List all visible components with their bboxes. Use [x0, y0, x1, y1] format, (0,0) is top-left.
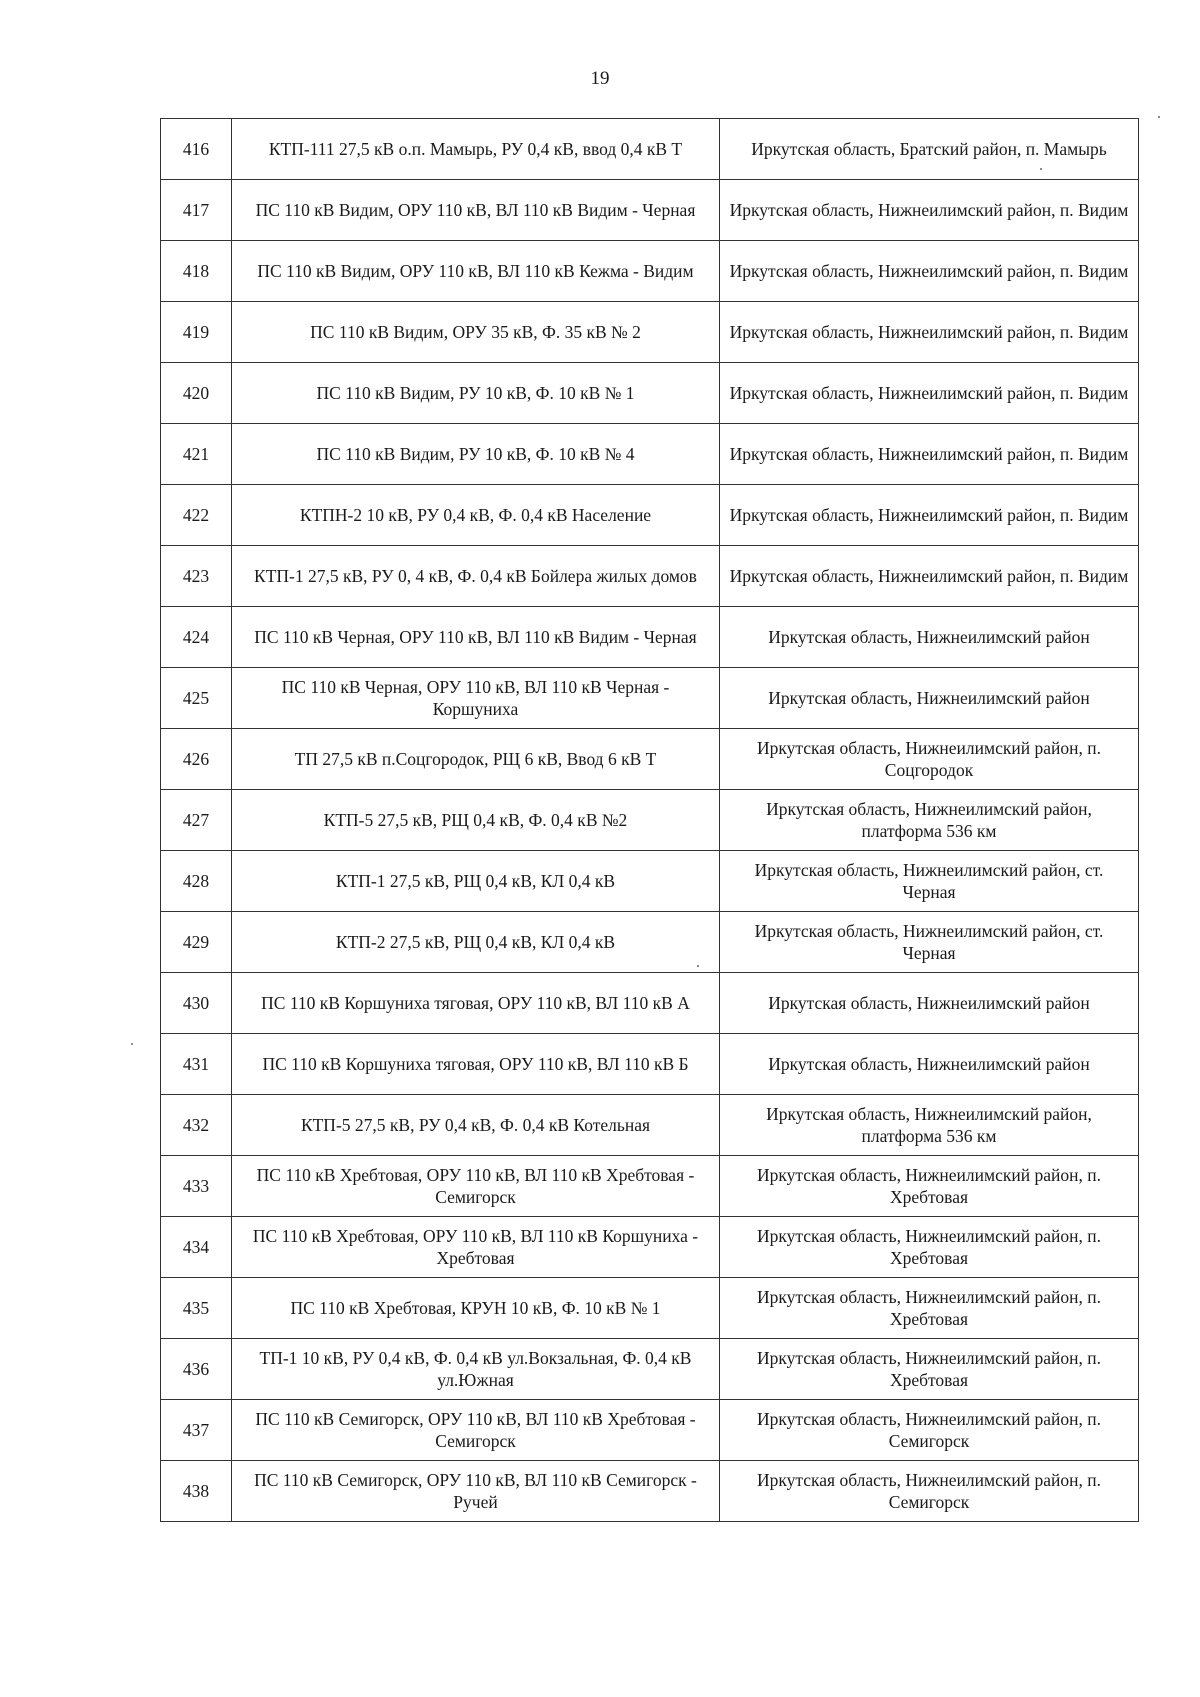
object-name: КТП-1 27,5 кВ, РЩ 0,4 кВ, КЛ 0,4 кВ [232, 851, 720, 912]
object-location: Иркутская область, Нижнеилимский район, п. Видим [720, 363, 1139, 424]
table-row [161, 363, 1139, 424]
table-row [161, 546, 1139, 607]
object-name: КТП-5 27,5 кВ, РЩ 0,4 кВ, Ф. 0,4 кВ №2 [232, 790, 720, 851]
object-name: ПС 110 кВ Хребтовая, ОРУ 110 кВ, ВЛ 110 кВ Хребтовая - Семигорск [232, 1156, 720, 1217]
row-number: 425 [161, 668, 232, 729]
object-name: ПС 110 кВ Черная, ОРУ 110 кВ, ВЛ 110 кВ Видим - Черная [232, 607, 720, 668]
table-row [161, 607, 1139, 668]
object-name: ТП 27,5 кВ п.Соцгородок, РЩ 6 кВ, Ввод 6 кВ Т [232, 729, 720, 790]
object-location: Иркутская область, Нижнеилимский район, ст. Черная [720, 912, 1139, 973]
row-number: 430 [161, 973, 232, 1034]
object-location: Иркутская область, Нижнеилимский район [720, 973, 1139, 1034]
registry-table-body [161, 119, 1139, 1522]
object-name: КТП-2 27,5 кВ, РЩ 0,4 кВ, КЛ 0,4 кВ [232, 912, 720, 973]
object-name: ПС 110 кВ Семигорск, ОРУ 110 кВ, ВЛ 110 кВ Семигорск - Ручей [232, 1461, 720, 1522]
row-number: 435 [161, 1278, 232, 1339]
object-name: ПС 110 кВ Видим, ОРУ 110 кВ, ВЛ 110 кВ Видим - Черная [232, 180, 720, 241]
row-number: 437 [161, 1400, 232, 1461]
table-row [161, 241, 1139, 302]
object-location: Иркутская область, Нижнеилимский район [720, 668, 1139, 729]
object-name: ТП-1 10 кВ, РУ 0,4 кВ, Ф. 0,4 кВ ул.Вокзальная, Ф. 0,4 кВ ул.Южная [232, 1339, 720, 1400]
table-row [161, 851, 1139, 912]
scan-speck [131, 1043, 133, 1045]
row-number: 432 [161, 1095, 232, 1156]
row-number: 427 [161, 790, 232, 851]
object-location: Иркутская область, Нижнеилимский район, п. Видим [720, 241, 1139, 302]
object-name: ПС 110 кВ Видим, РУ 10 кВ, Ф. 10 кВ № 4 [232, 424, 720, 485]
scan-speck [1158, 116, 1160, 118]
table-row [161, 973, 1139, 1034]
object-location: Иркутская область, Братский район, п. Мамырь [720, 119, 1139, 180]
object-location: Иркутская область, Нижнеилимский район, п. Видим [720, 424, 1139, 485]
table-row [161, 1339, 1139, 1400]
object-location: Иркутская область, Нижнеилимский район, п. Видим [720, 302, 1139, 363]
object-location: Иркутская область, Нижнеилимский район, п. Хребтовая [720, 1339, 1139, 1400]
row-number: 417 [161, 180, 232, 241]
object-location: Иркутская область, Нижнеилимский район, платформа 536 км [720, 790, 1139, 851]
row-number: 421 [161, 424, 232, 485]
table-row [161, 1095, 1139, 1156]
row-number: 434 [161, 1217, 232, 1278]
object-location: Иркутская область, Нижнеилимский район, п. Хребтовая [720, 1217, 1139, 1278]
registry-table [160, 118, 1139, 1522]
object-name: ПС 110 кВ Семигорск, ОРУ 110 кВ, ВЛ 110 кВ Хребтовая - Семигорск [232, 1400, 720, 1461]
object-name: ПС 110 кВ Коршуниха тяговая, ОРУ 110 кВ, ВЛ 110 кВ Б [232, 1034, 720, 1095]
object-name: КТП-1 27,5 кВ, РУ 0, 4 кВ, Ф. 0,4 кВ Бойлера жилых домов [232, 546, 720, 607]
object-name: ПС 110 кВ Хребтовая, ОРУ 110 кВ, ВЛ 110 кВ Коршуниха - Хребтовая [232, 1217, 720, 1278]
table-row [161, 1156, 1139, 1217]
table-row [161, 668, 1139, 729]
row-number: 429 [161, 912, 232, 973]
table-row [161, 424, 1139, 485]
page-number: 19 [590, 68, 610, 89]
table-row [161, 1278, 1139, 1339]
row-number: 419 [161, 302, 232, 363]
object-location: Иркутская область, Нижнеилимский район, платформа 536 км [720, 1095, 1139, 1156]
table-row [161, 1034, 1139, 1095]
table-row [161, 729, 1139, 790]
object-location: Иркутская область, Нижнеилимский район, п. Семигорск [720, 1461, 1139, 1522]
row-number: 433 [161, 1156, 232, 1217]
object-location: Иркутская область, Нижнеилимский район, п. Хребтовая [720, 1156, 1139, 1217]
row-number: 426 [161, 729, 232, 790]
object-location: Иркутская область, Нижнеилимский район [720, 607, 1139, 668]
table-row [161, 1217, 1139, 1278]
object-name: ПС 110 кВ Черная, ОРУ 110 кВ, ВЛ 110 кВ Черная - Коршуниха [232, 668, 720, 729]
row-number: 436 [161, 1339, 232, 1400]
table-row [161, 1400, 1139, 1461]
table-row [161, 119, 1139, 180]
table-row [161, 302, 1139, 363]
object-name: КТП-111 27,5 кВ о.п. Мамырь, РУ 0,4 кВ, ввод 0,4 кВ Т [232, 119, 720, 180]
object-location: Иркутская область, Нижнеилимский район [720, 1034, 1139, 1095]
table-row [161, 1461, 1139, 1522]
object-location: Иркутская область, Нижнеилимский район, п. Семигорск [720, 1400, 1139, 1461]
object-location: Иркутская область, Нижнеилимский район, п. Видим [720, 546, 1139, 607]
object-name: ПС 110 кВ Коршуниха тяговая, ОРУ 110 кВ, ВЛ 110 кВ А [232, 973, 720, 1034]
table-row [161, 485, 1139, 546]
row-number: 423 [161, 546, 232, 607]
object-name: ПС 110 кВ Видим, РУ 10 кВ, Ф. 10 кВ № 1 [232, 363, 720, 424]
table-row [161, 180, 1139, 241]
object-name: КТПН-2 10 кВ, РУ 0,4 кВ, Ф. 0,4 кВ Население [232, 485, 720, 546]
object-name: ПС 110 кВ Видим, ОРУ 35 кВ, Ф. 35 кВ № 2 [232, 302, 720, 363]
object-location: Иркутская область, Нижнеилимский район, ст. Черная [720, 851, 1139, 912]
row-number: 438 [161, 1461, 232, 1522]
object-name: ПС 110 кВ Хребтовая, КРУН 10 кВ, Ф. 10 кВ № 1 [232, 1278, 720, 1339]
object-name: ПС 110 кВ Видим, ОРУ 110 кВ, ВЛ 110 кВ Кежма - Видим [232, 241, 720, 302]
row-number: 420 [161, 363, 232, 424]
object-location: Иркутская область, Нижнеилимский район, п. Соцгородок [720, 729, 1139, 790]
object-name: КТП-5 27,5 кВ, РУ 0,4 кВ, Ф. 0,4 кВ Котельная [232, 1095, 720, 1156]
row-number: 418 [161, 241, 232, 302]
row-number: 416 [161, 119, 232, 180]
table-row [161, 790, 1139, 851]
table-row [161, 912, 1139, 973]
row-number: 424 [161, 607, 232, 668]
row-number: 428 [161, 851, 232, 912]
row-number: 422 [161, 485, 232, 546]
row-number: 431 [161, 1034, 232, 1095]
object-location: Иркутская область, Нижнеилимский район, п. Хребтовая [720, 1278, 1139, 1339]
object-location: Иркутская область, Нижнеилимский район, п. Видим [720, 485, 1139, 546]
object-location: Иркутская область, Нижнеилимский район, п. Видим [720, 180, 1139, 241]
